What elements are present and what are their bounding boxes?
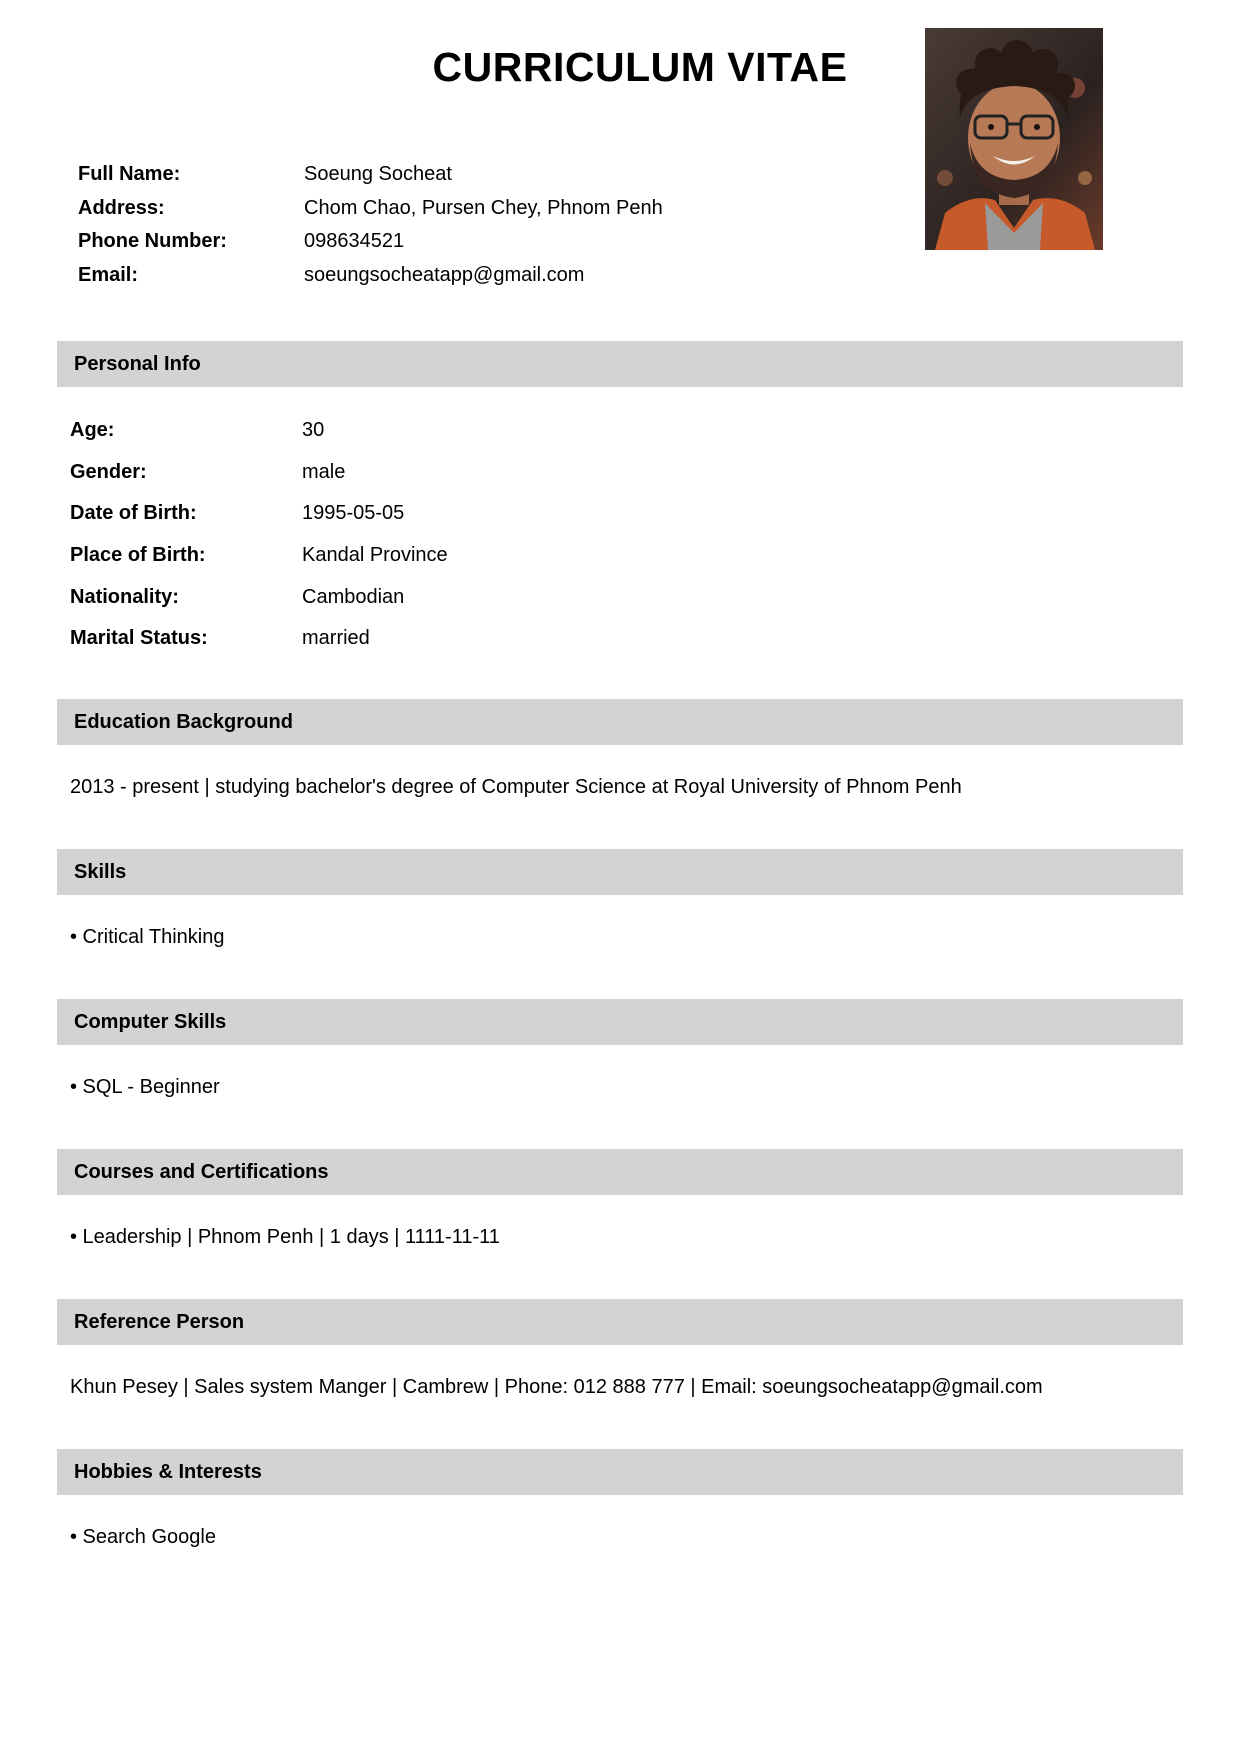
info-row-gender [70, 452, 448, 494]
section-heading-education: Education Background [57, 699, 1183, 745]
gender-label: Gender: [70, 460, 147, 483]
place-of-birth-value: Kandal Province [302, 544, 448, 567]
section-heading-reference: Reference Person [57, 1299, 1183, 1345]
contact-row-phone [78, 225, 663, 259]
contact-row-full-name [78, 158, 663, 192]
section-heading-computer-skills: Computer Skills [57, 999, 1183, 1045]
section-heading-courses: Courses and Certifications [57, 1149, 1183, 1195]
info-row-age [70, 410, 448, 452]
profile-photo [925, 28, 1103, 250]
nationality-value: Cambodian [302, 585, 405, 608]
section-heading-personal-info: Personal Info [57, 341, 1183, 387]
page-title: CURRICULUM VITAE [432, 44, 848, 90]
full-name-label: Full Name: [78, 163, 181, 186]
portrait-icon [925, 28, 1103, 250]
computer-skills-item: • SQL - Beginner [70, 1076, 220, 1098]
contact-row-address [78, 192, 663, 226]
full-name-value: Soeung Socheat [304, 163, 452, 186]
email-label: Email: [78, 263, 139, 286]
skills-item: • Critical Thinking [70, 926, 225, 948]
section-heading-skills: Skills [57, 849, 1183, 895]
gender-value: male [302, 460, 346, 483]
section-heading-hobbies: Hobbies & Interests [57, 1449, 1183, 1495]
age-value: 30 [302, 419, 325, 442]
info-row-date-of-birth [70, 493, 448, 535]
contact-details [78, 158, 663, 292]
address-value: Chom Chao, Pursen Chey, Phnom Penh [304, 196, 663, 219]
courses-item: • Leadership | Phnom Penh | 1 days | 1111-11-11 [70, 1226, 500, 1248]
place-of-birth-label: Place of Birth: [70, 544, 206, 567]
reference-entry: Khun Pesey | Sales system Manger | Cambrew | Phone: 012 888 777 | Email: soeungsocheatapp@gmail.com [70, 1376, 1043, 1398]
marital-status-value: married [302, 627, 370, 650]
phone-label: Phone Number: [78, 230, 227, 253]
contact-row-email [78, 259, 663, 293]
marital-status-label: Marital Status: [70, 627, 208, 650]
date-of-birth-value: 1995-05-05 [302, 502, 405, 525]
hobbies-item: • Search Google [70, 1526, 216, 1548]
phone-value: 098634521 [304, 230, 405, 253]
address-label: Address: [78, 196, 165, 219]
nationality-label: Nationality: [70, 585, 179, 608]
info-row-place-of-birth [70, 535, 448, 577]
age-label: Age: [70, 419, 115, 442]
info-row-marital-status [70, 618, 448, 660]
email-value: soeungsocheatapp@gmail.com [304, 263, 585, 286]
personal-info-list [70, 410, 448, 660]
education-entry: 2013 - present | studying bachelor's degree of Computer Science at Royal University of Phnom Penh [70, 776, 962, 798]
date-of-birth-label: Date of Birth: [70, 502, 197, 525]
info-row-nationality [70, 576, 448, 618]
